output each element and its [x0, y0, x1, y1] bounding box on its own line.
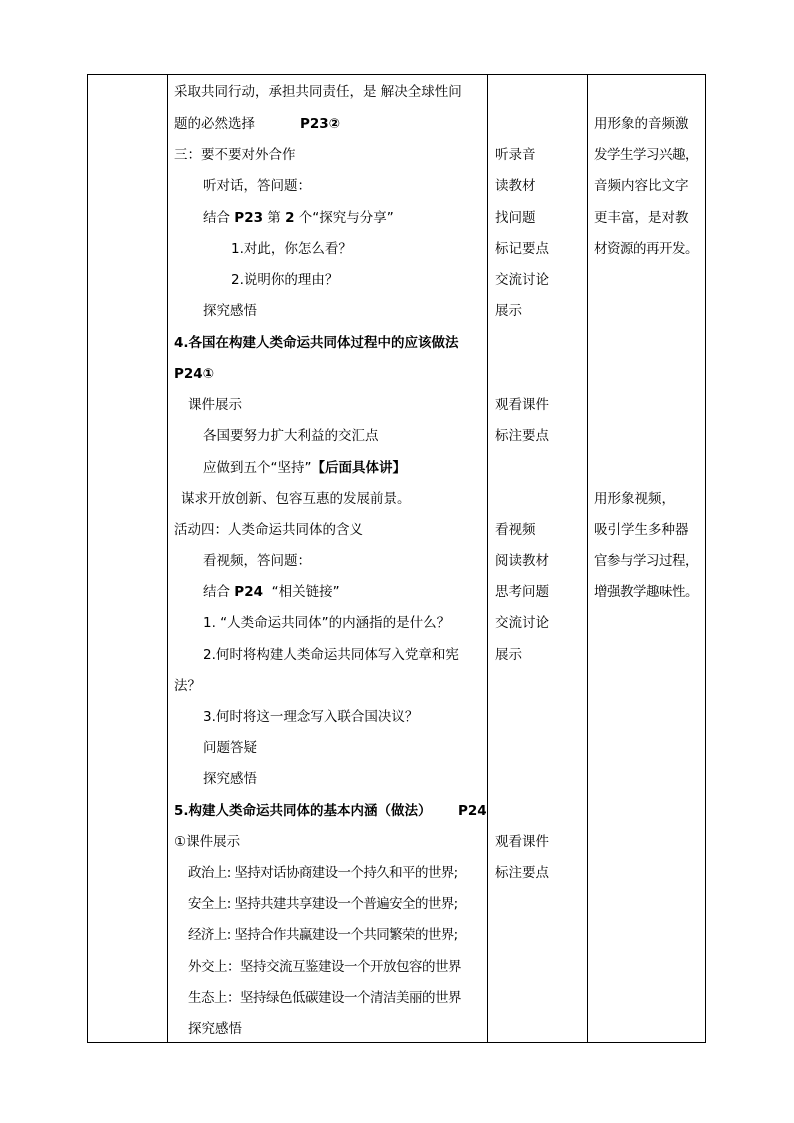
- design-note: 音频内容比文字: [594, 178, 689, 194]
- question-item: 1. “人类命运共同体”的内涵指的是什么？: [203, 615, 451, 631]
- content-line: 听对话，答问题：: [203, 178, 311, 194]
- content-line: 生态上：坚持绿色低碳建设一个清洁美丽的世界: [188, 990, 461, 1006]
- design-note: 吸引学生多种器: [594, 522, 689, 538]
- activity-item: 听录音: [495, 147, 536, 163]
- question-item: 2.何时将构建人类命运共同体写入党章和宪: [203, 647, 459, 663]
- design-note: 材资源的再开发。: [594, 241, 698, 257]
- section-heading: 5.构建人类命运共同体的基本内涵（做法）: [174, 803, 432, 819]
- section-heading: 4.各国在构建人类命运共同体过程中的应该做法: [174, 335, 459, 351]
- column-divider-1: [167, 74, 168, 1043]
- activity-item: 观看课件: [495, 834, 549, 850]
- content-line: 安全上: 坚持共建共享建设一个普遍安全的世界;: [188, 896, 458, 912]
- activity-item: 交流讨论: [495, 272, 549, 288]
- content-line: 结合 P23 第 2 个“探究与分享”: [203, 210, 394, 226]
- content-line: 各国要努力扩大利益的交汇点: [203, 428, 379, 444]
- content-line: 探究感悟: [188, 1021, 242, 1037]
- content-line: 外交上：坚持交流互鉴建设一个开放包容的世界: [188, 959, 461, 975]
- page-ref: P23②: [300, 116, 341, 132]
- activity-item: 标注要点: [495, 865, 549, 881]
- activity-item: 观看课件: [495, 397, 549, 413]
- content-line: 探究感悟: [203, 303, 257, 319]
- activity-item: 看视频: [495, 522, 536, 538]
- design-note: 用形象视频，: [594, 491, 675, 507]
- design-note: 发学生学习兴趣，: [594, 147, 698, 163]
- content-line: 采取共同行动，承担共同责任，是 解决全球性问: [174, 84, 462, 100]
- activity-item: 标注要点: [495, 428, 549, 444]
- content-line: 问题答疑: [203, 740, 257, 756]
- column-divider-3: [587, 74, 588, 1043]
- section-heading: 活动四：人类命运共同体的含义: [174, 522, 363, 538]
- content-line: 探究感悟: [203, 771, 257, 787]
- question-item: 3.何时将这一理念写入联合国决议？: [203, 709, 419, 725]
- activity-item: 展示: [495, 303, 522, 319]
- design-note: 用形象的音频激: [594, 116, 689, 132]
- content-line: 法？: [174, 678, 201, 694]
- design-note: 增强教学趣味性。: [594, 584, 698, 600]
- question-item: 2.说明你的理由？: [231, 272, 339, 288]
- page-ref: P24①: [174, 366, 215, 382]
- content-line: 谋求开放创新、包容互惠的发展前景。: [181, 491, 411, 507]
- activity-item: 读教材: [495, 178, 536, 194]
- content-line: 应做到五个“坚持”【后面具体讲】: [203, 460, 406, 476]
- column-divider-2: [487, 74, 488, 1043]
- activity-item: 展示: [495, 647, 522, 663]
- activity-item: 找问题: [495, 210, 536, 226]
- page-ref: P24: [458, 803, 487, 819]
- content-line: 题的必然选择: [174, 116, 255, 132]
- content-line: 政治上: 坚持对话协商建设一个持久和平的世界;: [188, 865, 458, 881]
- content-line: 看视频，答问题：: [203, 553, 311, 569]
- design-note: 更丰富，是对教: [594, 210, 689, 226]
- content-line: 课件展示: [188, 397, 242, 413]
- activity-item: 标记要点: [495, 241, 549, 257]
- activity-item: 思考问题: [495, 584, 549, 600]
- content-line: 经济上: 坚持合作共赢建设一个共同繁荣的世界;: [188, 927, 458, 943]
- content-line: ①课件展示: [174, 834, 241, 850]
- activity-item: 阅读教材: [495, 553, 549, 569]
- activity-item: 交流讨论: [495, 615, 549, 631]
- question-item: 1.对此，你怎么看？: [231, 241, 352, 257]
- design-note: 官参与学习过程，: [594, 553, 698, 569]
- content-line: 结合 P24 “相关链接”: [203, 584, 340, 600]
- section-heading: 三：要不要对外合作: [174, 147, 296, 163]
